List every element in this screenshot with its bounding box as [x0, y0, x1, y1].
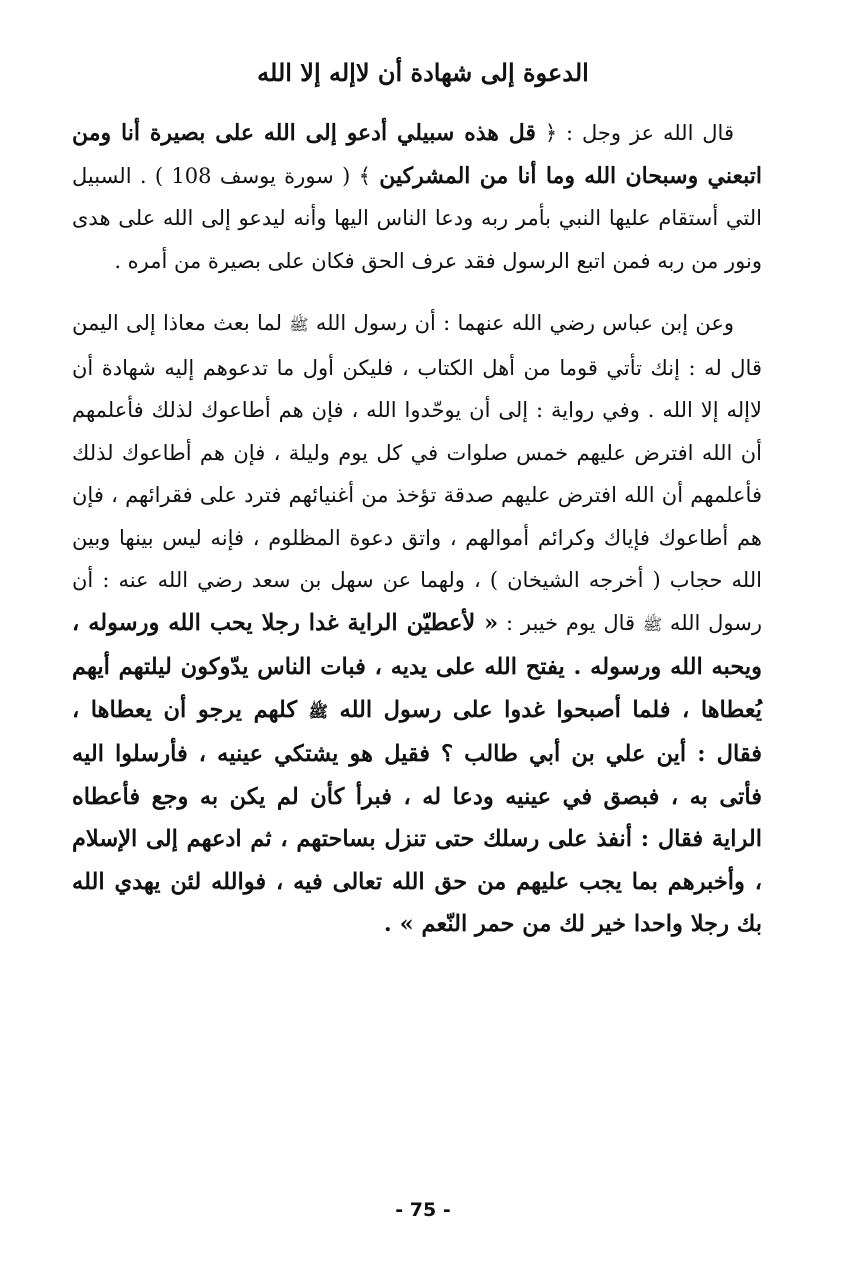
- hadith-narration-3: قال يوم خيبر :: [498, 610, 643, 635]
- hadith-narration-2: لما بعث معاذا إلى اليمن قال له : إنك تأتي قوما من أهل الكتاب ، فليكن أول ما تدعوهم إليه شهادة أن لاإله إلا الله . وفي رواية : إلى أن يوحّدوا الله ، فإن هم أطاعوك لذلك فأعلمهم أن الله افترض عليهم خمس صلوات في كل يوم وليلة ، فإن هم أطاعوك لذلك فأعلمهم أن الله افترض عليهم صدقة تؤخذ من أغنيائهم فترد على فقرائهم ، فإن هم أطاعوك فإياك وكرائم أموالهم ، واتق دعوة المظلوم ، فإنه ليس بينها وبين الله حجاب ( أخرجه الشيخان ) ، ولهما عن سهل بن سعد رضي الله عنه : أن رسول الله: [72, 311, 763, 635]
- quran-verse: قل هذه سبيلي أدعو إلى الله على بصيرة أنا ومن اتبعني وسبحان الله وما أنا من المشركين: [72, 120, 762, 189]
- paragraph-verse: [72, 112, 762, 282]
- hadith-narration-1: وعن إبن عباس رضي الله عنهما : أن رسول الله: [308, 311, 734, 335]
- verse-intro: قال الله عز وجل : ﴿: [535, 121, 734, 145]
- verse-commentary: ﴾ ( سورة يوسف 108 ) . السبيل التي أستقام عليها النبي بأمر ربه ودعا الناس اليها وأنه ليدعو إلى الله على هدى ونور من ربه فمن اتبع الرسول فقد عرف الحق فكان على بصيرة من أمره .: [72, 163, 762, 273]
- salutation-glyph: ﷺ: [642, 614, 663, 634]
- paragraph-hadith: [72, 302, 762, 946]
- page-number: - 75 -: [395, 1199, 451, 1221]
- page-body: [72, 112, 762, 946]
- hadith-quote-a: « لأعطيّن الراية غدا رجلا يحب الله ورسوله ، ويحبه الله ورسوله . يفتح الله على يديه ، فبات الناس يدّوكون ليلتهم أيهم يُعطاها ، فلما أصبحوا غدوا على رسول الله: [72, 609, 762, 723]
- page-title: الدعوة إلى شهادة أن لاإله إلا الله: [257, 58, 589, 87]
- salutation-glyph: ﷺ: [289, 315, 309, 334]
- salutation-glyph: ﷺ: [308, 701, 328, 721]
- hadith-quote-b: كلهم يرجو أن يعطاها ، فقال : أين علي بن أبي طالب ؟ فقيل هو يشتكي عينيه ، فأرسلوا اليه فأتى به ، فبصق في عينيه ودعا له ، فبرأ كأن لم يكن به وجع فأعطاه الراية فقال : أنفذ على رسلك حتى تنزل بساحتهم ، ثم ادعهم إلى الإسلام ، وأخبرهم بما يجب عليهم من حق الله تعالى فيه ، فوالله لئن يهدي الله بك رجلا واحدا خير لك من حمر النّعم » .: [72, 696, 762, 937]
